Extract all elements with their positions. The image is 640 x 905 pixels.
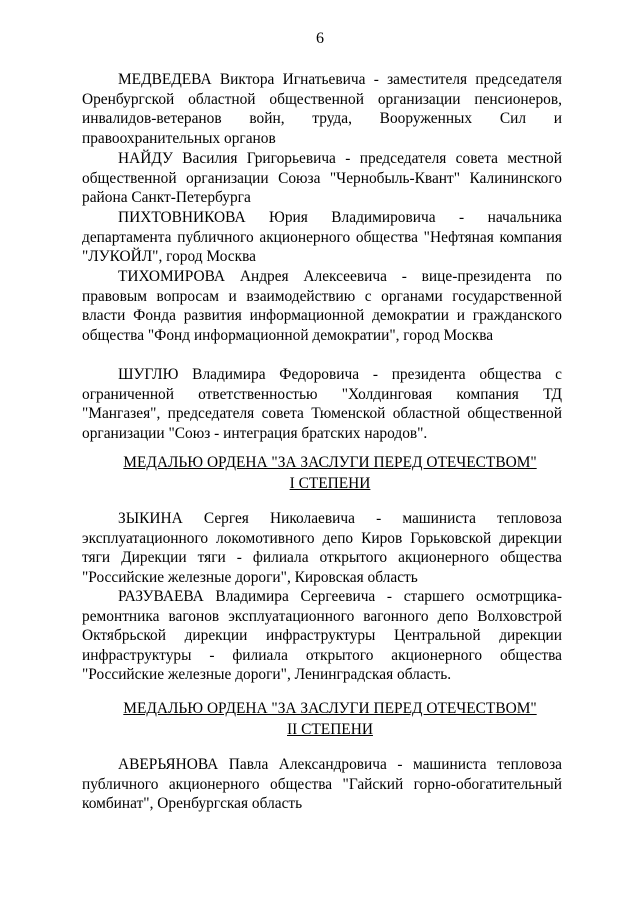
award-entry-shuglyu: ШУГЛЮ Владимира Федоровича - президента общества с ограниченной ответственностью "Холдинговая компания ТД "Мангазея", председателя совета Тюменской областной общественной организации "Союз - интеграция братских народов".	[82, 366, 562, 442]
award-entry-pikhtovnikov: ПИХТОВНИКОВА Юрия Владимировича - начальника департамента публичного акционерного общества "Нефтяная компания "ЛУКОЙЛ", город Москва	[82, 209, 562, 266]
section-title-degree-2	[60, 698, 600, 740]
award-entry-naydu: НАЙДУ Василия Григорьевича - председателя совета местной общественной организации Союза "Чернобыль-Квант" Калининского района Санкт-Петербурга	[82, 150, 562, 207]
award-entry-zykin: ЗЫКИНА Сергея Николаевича - машиниста тепловоза эксплуатационного локомотивного депо Киров Горьковской дирекции тяги Дирекции тяги - филиала открытого акционерного общества "Российские железные дороги", Кировская область	[82, 510, 562, 586]
award-entry-averyanov: АВЕРЬЯНОВА Павла Александровича - машиниста тепловоза публичного акционерного общества "Гайский горно-обогатительный комбинат", Оренбургская область	[82, 756, 562, 813]
section-title-degree-1	[60, 452, 600, 494]
award-entry-razuvaev: РАЗУВАЕВА Владимира Сергеевича - старшего осмотрщика-ремонтника вагонов эксплуатационного вагонного депо Волховстрой Октябрьской дирекции инфраструктуры Центральной дирекции инфраструктуры - филиала открытого акционерного общества "Российские железные дороги", Ленинградская область.	[82, 588, 562, 684]
award-entry-tikhomirov: ТИХОМИРОВА Андрея Алексеевича - вице-президента по правовым вопросам и взаимодействию с органами государственной власти Фонда развития информационной демократии и гражданского общества "Фонд информационной демократии", город Москва	[82, 268, 562, 344]
section-title-degree-1-line1: МЕДАЛЬЮ ОРДЕНА "ЗА ЗАСЛУГИ ПЕРЕД ОТЕЧЕСТВОМ"	[123, 454, 537, 471]
section-title-degree-2-line1: МЕДАЛЬЮ ОРДЕНА "ЗА ЗАСЛУГИ ПЕРЕД ОТЕЧЕСТВОМ"	[123, 700, 537, 717]
award-entry-medvedev: МЕДВЕДЕВА Виктора Игнатьевича - заместителя председателя Оренбургской областной общественной организации пенсионеров, инвалидов-ветеранов войн, труда, Вооруженных Сил и правоохранительных органов	[82, 71, 562, 147]
section-title-degree-2-line2: II СТЕПЕНИ	[287, 721, 373, 738]
page-number: 6	[316, 30, 324, 47]
section-title-degree-1-line2: I СТЕПЕНИ	[289, 475, 371, 492]
